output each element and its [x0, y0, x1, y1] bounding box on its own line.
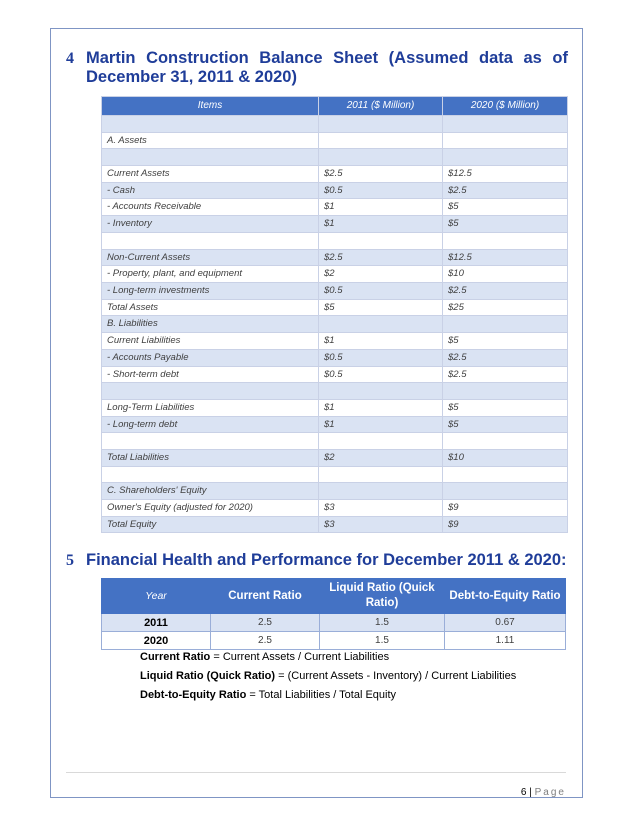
table-row: [102, 266, 568, 283]
title-word: as: [523, 49, 542, 67]
formula-liquid-ratio: [140, 670, 516, 682]
table-cell: $1: [319, 399, 443, 416]
table-cell: $12.5: [443, 249, 568, 266]
table-cell: $9: [443, 500, 568, 517]
formula-definition: = (Current Assets - Inventory) / Current Liabilities: [275, 670, 517, 682]
table-cell: $10: [443, 449, 568, 466]
title-word: data: [479, 49, 513, 67]
table-cell: $3: [319, 500, 443, 517]
table-row: [102, 116, 568, 133]
table-cell: Current Assets: [102, 166, 319, 183]
table-row: [102, 316, 568, 333]
table-cell: $5: [443, 199, 568, 216]
table-cell: 1.11: [445, 632, 566, 650]
table-cell: [319, 116, 443, 133]
table-cell: Non-Current Assets: [102, 249, 319, 266]
table-cell: B. Liabilities: [102, 316, 319, 333]
section-4-title-line1: [86, 49, 568, 68]
table-cell: 2.5: [211, 614, 320, 632]
formula-definition: = Current Assets / Current Liabilities: [210, 651, 390, 663]
table-cell: A. Assets: [102, 132, 319, 149]
table-cell: [443, 149, 568, 166]
table-row: [102, 366, 568, 383]
table-cell: [319, 232, 443, 249]
table-row: [102, 349, 568, 366]
table-row: [102, 333, 568, 350]
table-cell: [102, 149, 319, 166]
table-cell: 1.5: [320, 614, 445, 632]
column-header-2020: 2020 ($ Million): [443, 97, 568, 116]
table-cell: $5: [443, 333, 568, 350]
table-cell: 2020: [102, 632, 211, 650]
table-cell: $0.5: [319, 366, 443, 383]
table-cell: - Accounts Receivable: [102, 199, 319, 216]
table-cell: $1: [319, 216, 443, 233]
table-cell: $1: [319, 199, 443, 216]
title-word: Construction: [146, 49, 249, 67]
table-cell: [443, 433, 568, 450]
ratios-table: [101, 578, 566, 650]
formula-debt-to-equity: [140, 689, 396, 701]
table-cell: [443, 232, 568, 249]
table-row: [102, 433, 568, 450]
table-cell: [319, 383, 443, 400]
table-header-row: [102, 97, 568, 116]
table-cell: $2.5: [443, 182, 568, 199]
page-number: [521, 787, 566, 798]
table-cell: - Long-term debt: [102, 416, 319, 433]
table-cell: [443, 483, 568, 500]
table-cell: [443, 466, 568, 483]
title-word: of: [552, 49, 568, 67]
column-header-year: Year: [102, 579, 211, 614]
table-cell: $5: [443, 416, 568, 433]
formula-definition: = Total Liabilities / Total Equity: [246, 689, 397, 701]
table-cell: $2: [319, 449, 443, 466]
table-cell: $5: [443, 216, 568, 233]
section-4-title-line2: December 31, 2011 & 2020): [86, 68, 297, 86]
table-row: [102, 232, 568, 249]
table-cell: [443, 316, 568, 333]
table-cell: [102, 232, 319, 249]
table-cell: [443, 132, 568, 149]
balance-sheet-table: [101, 96, 568, 533]
title-word: Martin: [86, 49, 136, 67]
table-cell: $5: [319, 299, 443, 316]
table-cell: $2.5: [319, 166, 443, 183]
column-header-debt-to-equity: Debt-to-Equity Ratio: [445, 579, 566, 614]
table-row: [102, 216, 568, 233]
table-cell: $1: [319, 333, 443, 350]
table-cell: - Long-term investments: [102, 282, 319, 299]
table-cell: $2.5: [319, 249, 443, 266]
title-word: Balance: [259, 49, 323, 67]
table-row: [102, 166, 568, 183]
table-cell: $9: [443, 516, 568, 533]
column-header-current-ratio: Current Ratio: [211, 579, 320, 614]
table-cell: $2: [319, 266, 443, 283]
table-cell: [102, 383, 319, 400]
title-word: Sheet: [333, 49, 379, 67]
formula-term: Current Ratio: [140, 651, 211, 663]
table-row: [102, 282, 568, 299]
table-cell: Total Liabilities: [102, 449, 319, 466]
table-cell: Long-Term Liabilities: [102, 399, 319, 416]
table-cell: - Cash: [102, 182, 319, 199]
balance-sheet-body: [102, 116, 568, 533]
table-row: [102, 199, 568, 216]
table-row: [102, 416, 568, 433]
table-row: [102, 614, 566, 632]
column-header-items: Items: [102, 97, 319, 116]
table-cell: $1: [319, 416, 443, 433]
table-cell: 2.5: [211, 632, 320, 650]
table-row: [102, 632, 566, 650]
table-cell: C. Shareholders' Equity: [102, 483, 319, 500]
page-label: Page: [534, 787, 566, 798]
table-row: [102, 449, 568, 466]
table-cell: [319, 149, 443, 166]
table-cell: [443, 383, 568, 400]
table-cell: - Accounts Payable: [102, 349, 319, 366]
table-row: [102, 182, 568, 199]
table-cell: [102, 466, 319, 483]
table-cell: [102, 116, 319, 133]
table-row: [102, 299, 568, 316]
table-cell: $0.5: [319, 282, 443, 299]
formula-current-ratio: [140, 651, 389, 663]
table-row: [102, 500, 568, 517]
column-header-liquid-ratio: Liquid Ratio (Quick Ratio): [320, 579, 445, 614]
table-cell: - Short-term debt: [102, 366, 319, 383]
table-cell: Total Equity: [102, 516, 319, 533]
section-5-title: Financial Health and Performance for December 2011 & 2020:: [86, 551, 567, 569]
table-cell: $2.5: [443, 282, 568, 299]
table-cell: $0.5: [319, 182, 443, 199]
section-5-number: 5: [66, 552, 74, 569]
table-cell: $2.5: [443, 349, 568, 366]
table-cell: 2011: [102, 614, 211, 632]
table-row: [102, 149, 568, 166]
table-cell: - Inventory: [102, 216, 319, 233]
table-cell: Owner's Equity (adjusted for 2020): [102, 500, 319, 517]
table-cell: $0.5: [319, 349, 443, 366]
table-cell: Current Liabilities: [102, 333, 319, 350]
table-cell: [319, 132, 443, 149]
table-cell: [319, 433, 443, 450]
table-cell: $5: [443, 399, 568, 416]
footer-divider: [66, 772, 566, 773]
table-cell: [319, 483, 443, 500]
ratios-body: [102, 614, 566, 650]
table-cell: $3: [319, 516, 443, 533]
table-cell: - Property, plant, and equipment: [102, 266, 319, 283]
table-cell: [443, 116, 568, 133]
table-row: [102, 483, 568, 500]
table-cell: 1.5: [320, 632, 445, 650]
column-header-2011: 2011 ($ Million): [319, 97, 443, 116]
section-4-number: 4: [66, 50, 74, 67]
title-word: (Assumed: [388, 49, 469, 67]
page-number-separator: |: [526, 787, 535, 798]
table-cell: $10: [443, 266, 568, 283]
table-cell: [102, 433, 319, 450]
formula-term: Debt-to-Equity Ratio: [140, 689, 247, 701]
table-cell: $12.5: [443, 166, 568, 183]
table-row: [102, 516, 568, 533]
table-row: [102, 383, 568, 400]
table-row: [102, 132, 568, 149]
page-number-value: 6: [520, 787, 527, 798]
table-cell: 0.67: [445, 614, 566, 632]
table-cell: [319, 316, 443, 333]
table-row: [102, 466, 568, 483]
table-cell: $25: [443, 299, 568, 316]
table-row: [102, 399, 568, 416]
table-cell: [319, 466, 443, 483]
formula-term: Liquid Ratio (Quick Ratio): [140, 670, 276, 682]
table-header-row: [102, 579, 566, 614]
table-cell: Total Assets: [102, 299, 319, 316]
table-row: [102, 249, 568, 266]
table-cell: $2.5: [443, 366, 568, 383]
